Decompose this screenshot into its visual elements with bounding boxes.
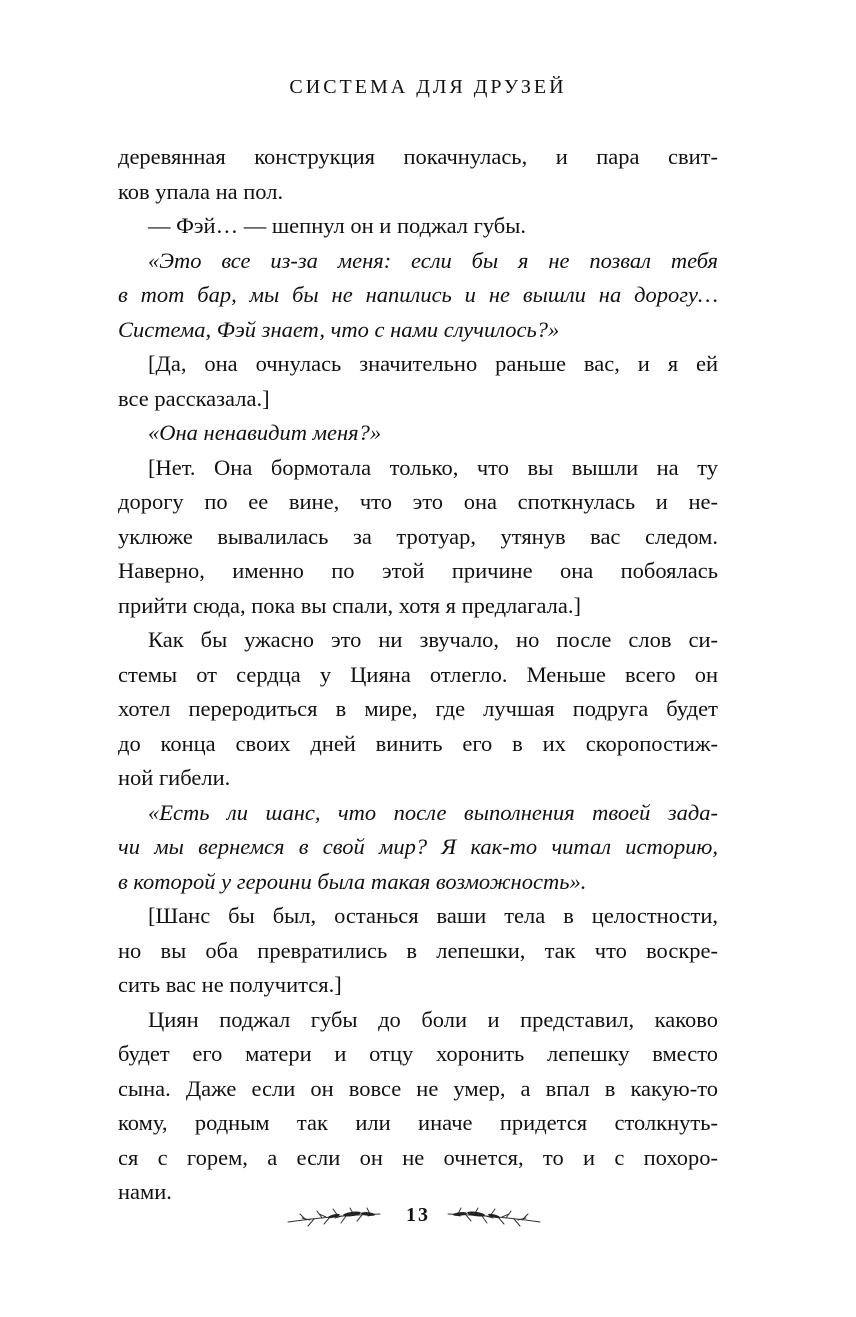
page-text bbox=[118, 140, 718, 1210]
text-line: ной гибели. bbox=[118, 765, 231, 790]
text-line: но вы оба превратились в лепешки, так что воскре- bbox=[118, 937, 718, 963]
text-line: все рассказала.] bbox=[118, 385, 270, 411]
leaf-branch-ornament-left-icon bbox=[286, 1202, 382, 1234]
page-number: 13 bbox=[406, 1204, 430, 1226]
text-line: «Она ненавидит меня?» bbox=[148, 420, 382, 445]
text-line: нами. bbox=[118, 1179, 172, 1204]
text-line: Циян поджал губы до боли и представил, каково bbox=[148, 1006, 718, 1032]
text-line: в которой у героини была такая возможность». bbox=[118, 868, 587, 894]
text-line: сить вас не получится.] bbox=[118, 972, 342, 997]
leaf-branch-ornament-right-icon bbox=[446, 1202, 542, 1234]
text-line: [Да, она очнулась значительно раньше вас, и я ей bbox=[148, 351, 718, 376]
text-line: Система, Фэй знает, что с нами случилось?» bbox=[118, 316, 560, 342]
running-head: СИСТЕМА ДЛЯ ДРУЗЕЙ bbox=[289, 76, 567, 98]
text-line: стемы от сердца у Цияна отлегло. Меньше всего он bbox=[118, 661, 718, 687]
text-line: [Шанс бы был, останься ваши тела в целостности, bbox=[148, 903, 718, 928]
text-line: «Это все из-за меня: если бы я не позвал тебя bbox=[148, 247, 718, 273]
text-line: Как бы ужасно это ни звучало, но после слов си- bbox=[148, 627, 718, 652]
text-line: ков упала на пол. bbox=[118, 178, 284, 204]
text-line: «Есть ли шанс, что после выполнения твоей зада- bbox=[148, 799, 718, 825]
text-line: Наверно, именно по этой причине она побоялась bbox=[118, 558, 718, 583]
text-line: чи мы вернемся в свой мир? Я как-то читал историю, bbox=[118, 834, 718, 859]
text-line: уклюже вывалилась за тротуар, утянув вас следом. bbox=[118, 523, 718, 549]
text-line: кому, родным так или иначе придется столкнуть- bbox=[118, 1110, 718, 1135]
text-line: до конца своих дней винить его в их скоропостиж- bbox=[118, 730, 718, 756]
text-line: [Нет. Она бормотала только, что вы вышли на ту bbox=[148, 454, 718, 480]
text-line: прийти сюда, пока вы спали, хотя я предлагала.] bbox=[118, 592, 582, 618]
text-line: — Фэй… — шепнул он и поджал губы. bbox=[148, 213, 526, 238]
text-line: дорогу по ее вине, что это она споткнулась и не- bbox=[118, 489, 718, 514]
text-line: деревянная конструкция покачнулась, и пара свит- bbox=[118, 144, 718, 169]
page-footer bbox=[0, 1198, 856, 1238]
text-line: ся с горем, а если он не очнется, то и с похоро- bbox=[118, 1144, 718, 1170]
text-line: будет его матери и отцу хоронить лепешку вместо bbox=[118, 1041, 718, 1066]
text-line: хотел переродиться в мире, где лучшая подруга будет bbox=[118, 696, 718, 721]
text-line: сына. Даже если он вовсе не умер, а впал в какую-то bbox=[118, 1075, 718, 1101]
text-line: в тот бар, мы бы не напились и не вышли на дорогу… bbox=[118, 282, 718, 307]
